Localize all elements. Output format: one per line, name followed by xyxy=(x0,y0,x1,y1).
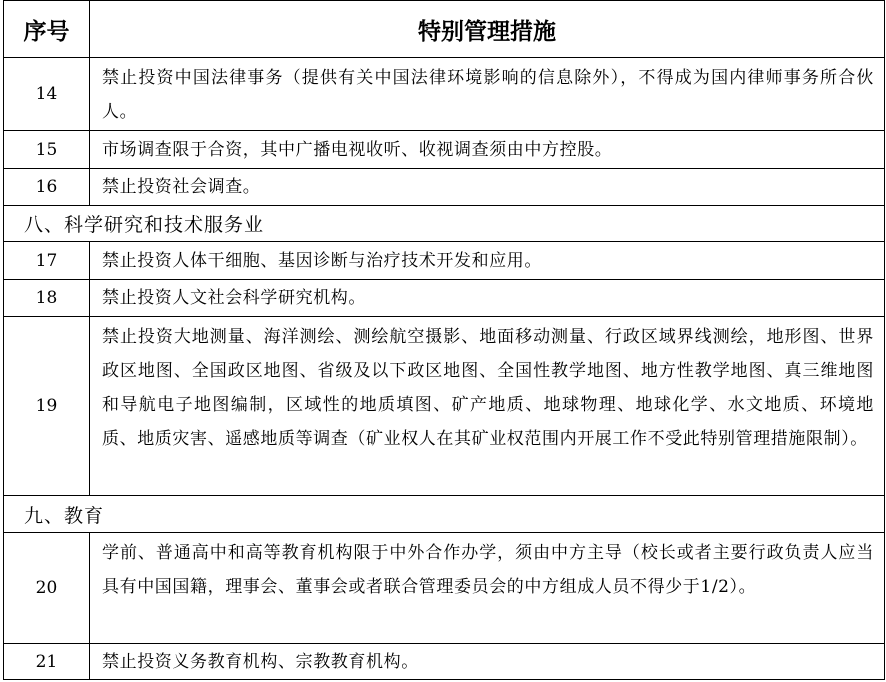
table-header-row xyxy=(3,0,885,58)
header-serial-number: 序号 xyxy=(4,1,90,57)
row-measure-text: 禁止投资人体干细胞、基因诊断与治疗技术开发和应用。 xyxy=(102,250,542,271)
row-number: 15 xyxy=(4,131,90,168)
table-row-15 xyxy=(3,131,885,169)
table-row-19 xyxy=(3,317,885,496)
table-row-21 xyxy=(3,644,885,680)
row-number: 14 xyxy=(4,58,90,130)
section-header-row xyxy=(3,206,885,242)
table-row-17 xyxy=(3,242,885,280)
special-measures-table xyxy=(3,0,885,682)
section-header-row xyxy=(3,496,885,533)
table-row-14 xyxy=(3,58,885,131)
row-measure-text: 禁止投资社会调查。 xyxy=(102,177,261,197)
row-measure-text: 禁止投资大地测量、海洋测绘、测绘航空摄影、地面移动测量、行政区域界线测绘，地形图、世界政区地图、全国政区地图、省级及以下政区地图、全国性教学地图、地方性教学地图、真三维地图和导航电子地图编制，区域性的地质填图、矿产地质、地球物理、地球化学、水文地质、环境地质、地质灾害、遥感地质等调查（矿业权人在其矿业权范围内开展工作不受此特别管理措施限制）。 xyxy=(102,327,874,449)
row-number: 16 xyxy=(4,169,90,205)
table-row-16 xyxy=(3,169,885,206)
row-measure-text: 禁止投资中国法律事务（提供有关中国法律环境影响的信息除外），不得成为国内律师事务所合伙人。 xyxy=(102,68,874,122)
row-number: 21 xyxy=(4,644,90,679)
section-title: 九、教育 xyxy=(24,504,105,527)
header-measures-title: 特别管理措施 xyxy=(418,18,556,45)
row-measure-text: 禁止投资义务教育机构、宗教教育机构。 xyxy=(102,651,419,672)
row-number: 18 xyxy=(4,280,90,316)
row-measure-text: 市场调查限于合资，其中广播电视收听、收视调查须由中方控股。 xyxy=(102,139,613,160)
section-title: 八、科学研究和技术服务业 xyxy=(24,214,265,236)
table-row-20 xyxy=(3,533,885,644)
row-number: 17 xyxy=(4,242,90,279)
table-row-18 xyxy=(3,280,885,317)
row-number: 19 xyxy=(4,317,90,495)
row-measure-text: 学前、普通高中和高等教育机构限于中外合作办学，须由中方主导（校长或者主要行政负责人应当具有中国国籍，理事会、董事会或者联合管理委员会的中方组成人员不得少于1/2）。 xyxy=(102,543,874,597)
row-measure-text: 禁止投资人文社会科学研究机构。 xyxy=(102,288,366,308)
row-number: 20 xyxy=(4,533,90,643)
